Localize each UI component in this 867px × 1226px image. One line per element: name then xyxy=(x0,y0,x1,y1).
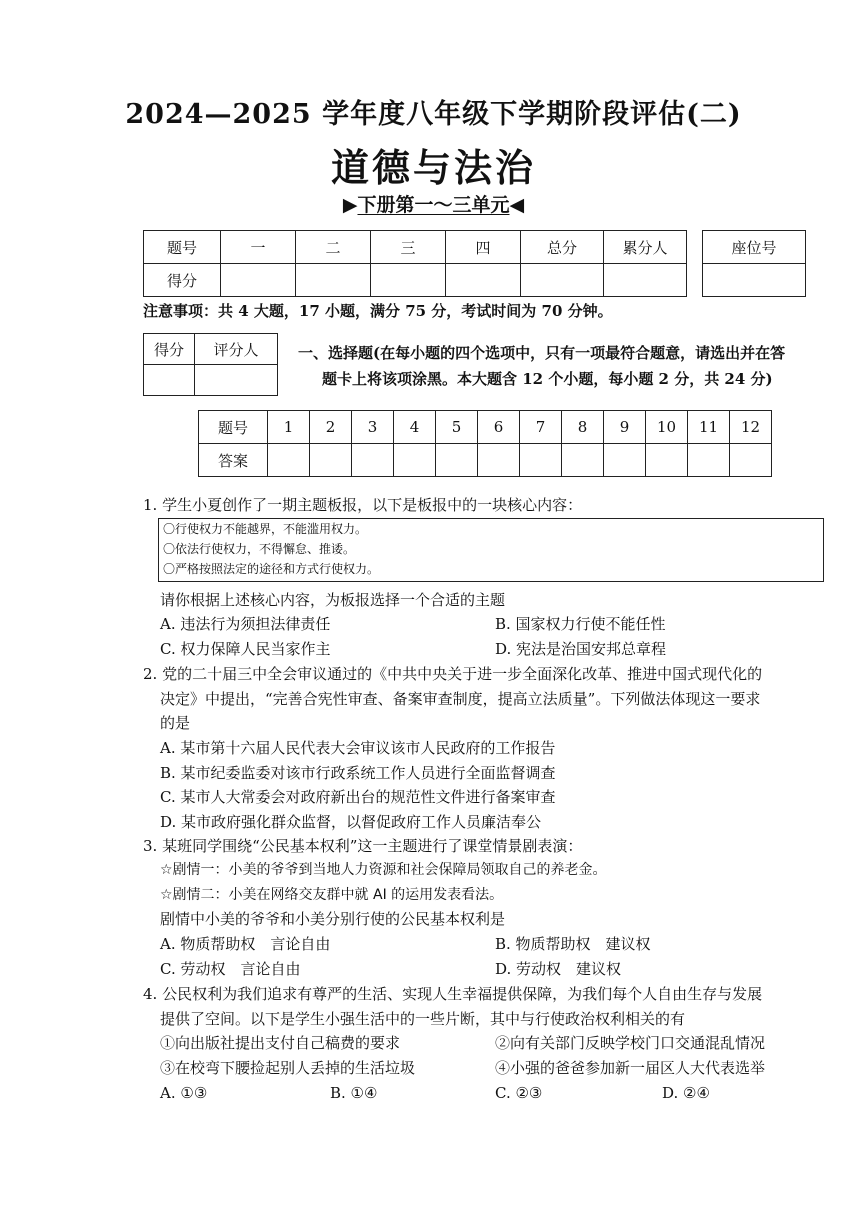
q3-scene-1: ☆剧情一：小美的爷爷到当地人力资源和社会保障局领取自己的养老金。 xyxy=(160,862,607,878)
answer-number-cell: 8 xyxy=(562,411,604,444)
answer-number-cell: 4 xyxy=(394,411,436,444)
score-row-label: 得分 xyxy=(144,264,221,297)
q1-option-d[interactable]: D. 宪法是治国安邦总章程 xyxy=(495,640,667,658)
q1-prompt: 请你根据上述核心内容，为板报选择一个合适的主题 xyxy=(160,591,506,609)
q3-option-d[interactable]: D. 劳动权 建议权 xyxy=(495,960,622,978)
q4-option-a[interactable]: A. ①③ xyxy=(160,1084,208,1102)
answer-row-label: 答案 xyxy=(199,444,268,477)
score-table xyxy=(143,230,687,297)
answer-number-cell: 7 xyxy=(520,411,562,444)
answer-cell[interactable] xyxy=(562,444,604,477)
q3-scene-2: ☆剧情二：小美在网络交友群中就 AI 的运用发表看法。 xyxy=(160,887,504,903)
answer-number-cell: 1 xyxy=(268,411,310,444)
answer-number-cell: 9 xyxy=(604,411,646,444)
grader-name-cell[interactable] xyxy=(195,365,278,396)
answer-number-cell: 6 xyxy=(478,411,520,444)
answer-cell[interactable] xyxy=(352,444,394,477)
answer-cell[interactable] xyxy=(646,444,688,477)
q1-stem: 1. 学生小夏创作了一期主题板报，以下是板报中的一块核心内容： xyxy=(143,496,583,514)
q4-item-2: ②向有关部门反映学校门口交通混乱情况 xyxy=(495,1034,766,1052)
section-1-line: 题卡上将该项涂黑。本大题含 12 个小题，每小题 2 分，共 24 分) xyxy=(322,370,773,388)
seat-cell[interactable] xyxy=(703,264,806,297)
grader-table xyxy=(143,333,278,396)
q2-option-c[interactable]: C. 某市人大常委会对政府新出台的规范性文件进行备案审查 xyxy=(160,788,556,806)
answer-cell[interactable] xyxy=(478,444,520,477)
q1-content-box xyxy=(158,518,824,582)
section-1-line: 一、选择题(在每小题的四个选项中，只有一项最符合题意，请选出并在答 xyxy=(298,344,786,362)
q1-box-line: 〇严格按照法定的途径和方式行使权力。 xyxy=(163,562,380,576)
q2-stem-line: 的是 xyxy=(160,714,191,732)
q4-stem-line: 提供了空间。以下是学生小强生活中的一些片断，其中与行使政治权利相关的有 xyxy=(160,1010,686,1028)
score-cell[interactable] xyxy=(446,264,521,297)
score-header-cell: 总分 xyxy=(521,231,604,264)
q2-stem-line: 决定》中提出，“完善合宪性审查、备案审查制度，提高立法质量”。下列做法体现这一要求 xyxy=(160,690,761,708)
answer-number-cell: 12 xyxy=(730,411,772,444)
answer-number-cell: 11 xyxy=(688,411,730,444)
grader-score-cell[interactable] xyxy=(144,365,195,396)
section-1-instructions xyxy=(298,340,838,392)
scope-label xyxy=(0,190,867,217)
triangle-right-icon: ▶ xyxy=(342,194,358,216)
answer-header-label: 题号 xyxy=(199,411,268,444)
score-header-cell: 一 xyxy=(221,231,296,264)
grader-score-label: 得分 xyxy=(144,334,195,365)
answer-cell[interactable] xyxy=(604,444,646,477)
answer-cell[interactable] xyxy=(394,444,436,477)
scope-text: 下册第一～三单元 xyxy=(357,194,510,216)
score-header-cell: 题号 xyxy=(144,231,221,264)
score-cell[interactable] xyxy=(604,264,687,297)
score-cell[interactable] xyxy=(521,264,604,297)
score-cell[interactable] xyxy=(371,264,446,297)
q3-option-a[interactable]: A. 物质帮助权 言论自由 xyxy=(160,935,331,953)
score-cell[interactable] xyxy=(296,264,371,297)
score-table-header-row xyxy=(144,231,687,264)
q2-option-a[interactable]: A. 某市第十六届人民代表大会审议该市人民政府的工作报告 xyxy=(160,739,556,757)
score-header-cell: 累分人 xyxy=(604,231,687,264)
answer-cell[interactable] xyxy=(688,444,730,477)
answer-number-cell: 2 xyxy=(310,411,352,444)
q4-option-d[interactable]: D. ②④ xyxy=(662,1084,710,1102)
q2-option-b[interactable]: B. 某市纪委监委对该市行政系统工作人员进行全面监督调查 xyxy=(160,764,556,782)
q4-stem-line: 4. 公民权利为我们追求有尊严的生活、实现人生幸福提供保障，为我们每个人自由生存与发展 xyxy=(143,985,763,1003)
q1-option-b[interactable]: B. 国家权力行使不能任性 xyxy=(495,615,666,633)
answer-number-cell: 10 xyxy=(646,411,688,444)
answer-table xyxy=(198,410,772,477)
grader-name-label: 评分人 xyxy=(195,334,278,365)
score-header-cell: 二 xyxy=(296,231,371,264)
q3-stem: 3. 某班同学围绕“公民基本权利”这一主题进行了课堂情景剧表演： xyxy=(143,837,583,855)
q1-box-line: 〇依法行使权力，不得懈怠、推诿。 xyxy=(163,542,356,556)
answer-table-row xyxy=(199,444,772,477)
q1-option-a[interactable]: A. 违法行为须担法律责任 xyxy=(160,615,331,633)
answer-number-cell: 3 xyxy=(352,411,394,444)
q1-option-c[interactable]: C. 权力保障人民当家作主 xyxy=(160,640,331,658)
subject-title: 道德与法治 xyxy=(330,145,536,190)
q4-option-b[interactable]: B. ①④ xyxy=(330,1084,378,1102)
answer-table-header-row xyxy=(199,411,772,444)
answer-cell[interactable] xyxy=(436,444,478,477)
q4-option-c[interactable]: C. ②③ xyxy=(495,1084,543,1102)
q1-box-line: 〇行使权力不能越界，不能滥用权力。 xyxy=(163,522,368,536)
seat-table xyxy=(702,230,806,297)
q4-item-4: ④小强的爸爸参加新一届区人大代表选举 xyxy=(495,1059,766,1077)
exam-title: 2024—2025 学年度八年级下学期阶段评估(二) xyxy=(125,99,742,130)
q3-option-b[interactable]: B. 物质帮助权 建议权 xyxy=(495,935,651,953)
answer-cell[interactable] xyxy=(730,444,772,477)
score-cell[interactable] xyxy=(221,264,296,297)
triangle-left-icon: ◀ xyxy=(509,194,525,216)
q2-stem-line: 2. 党的二十届三中全会审议通过的《中共中央关于进一步全面深化改革、推进中国式现代化的 xyxy=(143,665,763,683)
score-header-cell: 三 xyxy=(371,231,446,264)
q3-option-c[interactable]: C. 劳动权 言论自由 xyxy=(160,960,301,978)
answer-cell[interactable] xyxy=(520,444,562,477)
seat-label: 座位号 xyxy=(703,231,806,264)
answer-number-cell: 5 xyxy=(436,411,478,444)
answer-cell[interactable] xyxy=(310,444,352,477)
notice: 注意事项：共 4 大题，17 小题，满分 75 分，考试时间为 70 分钟。 xyxy=(143,302,613,320)
score-table-row xyxy=(144,264,687,297)
score-header-cell: 四 xyxy=(446,231,521,264)
q2-option-d[interactable]: D. 某市政府强化群众监督，以督促政府工作人员廉洁奉公 xyxy=(160,813,542,831)
q4-item-3: ③在校弯下腰捡起别人丢掉的生活垃圾 xyxy=(160,1059,416,1077)
answer-cell[interactable] xyxy=(268,444,310,477)
q3-prompt: 剧情中小美的爷爷和小美分别行使的公民基本权利是 xyxy=(160,910,506,928)
q4-item-1: ①向出版社提出支付自己稿费的要求 xyxy=(160,1034,401,1052)
